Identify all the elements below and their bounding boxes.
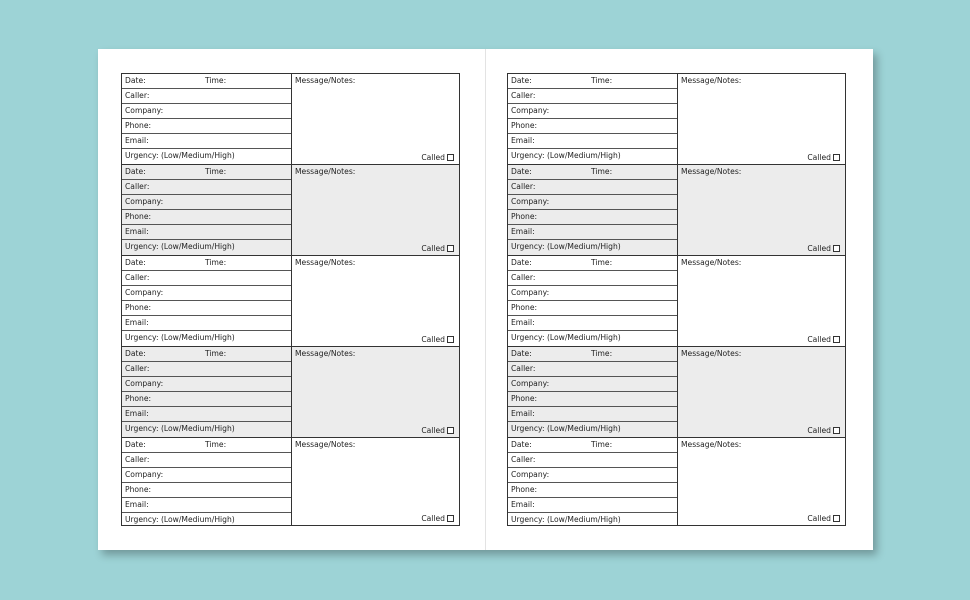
called-checkbox[interactable] — [447, 515, 454, 522]
called-checkbox-group — [421, 244, 454, 253]
company-label: Company: — [511, 379, 550, 389]
message-entry — [122, 438, 459, 525]
notes-label: Message/Notes: — [681, 440, 742, 449]
phone-row — [508, 483, 677, 498]
email-label: Email: — [125, 136, 149, 146]
date-label: Date: — [125, 76, 146, 85]
company-row — [122, 377, 291, 392]
date-label: Date: — [125, 258, 146, 267]
date-row — [508, 347, 677, 362]
company-label: Company: — [125, 197, 164, 207]
date-label: Date: — [125, 349, 146, 358]
called-checkbox-group — [807, 244, 840, 253]
phone-label: Phone: — [511, 394, 538, 404]
urgency-label: Urgency: (Low/Medium/High) — [511, 151, 621, 161]
notes-label: Message/Notes: — [295, 76, 356, 85]
notes-label: Message/Notes: — [295, 440, 356, 449]
notes-area — [292, 347, 459, 437]
called-label: Called — [421, 153, 445, 162]
called-checkbox-group — [421, 335, 454, 344]
email-row — [508, 316, 677, 331]
date-row — [122, 256, 291, 271]
notes-label: Message/Notes: — [681, 258, 742, 267]
message-entry — [122, 347, 459, 438]
date-row — [122, 74, 291, 89]
called-checkbox-group — [807, 514, 840, 523]
phone-label: Phone: — [511, 121, 538, 131]
notes-area — [678, 165, 845, 255]
time-label: Time: — [591, 440, 613, 449]
entry-info-column — [508, 438, 678, 525]
entry-info-column — [122, 165, 292, 255]
caller-row — [508, 271, 677, 286]
company-label: Company: — [511, 197, 550, 207]
entry-info-column — [508, 256, 678, 346]
right-page-log — [507, 73, 846, 526]
phone-label: Phone: — [125, 394, 152, 404]
notes-area — [292, 74, 459, 164]
time-label: Time: — [591, 167, 613, 176]
email-row — [122, 134, 291, 149]
caller-label: Caller: — [125, 273, 150, 283]
email-label: Email: — [125, 409, 149, 419]
date-row — [508, 165, 677, 180]
company-label: Company: — [511, 106, 550, 116]
called-checkbox[interactable] — [447, 245, 454, 252]
called-checkbox-group — [421, 153, 454, 162]
email-row — [508, 498, 677, 513]
company-row — [122, 195, 291, 210]
called-checkbox[interactable] — [833, 515, 840, 522]
caller-row — [122, 453, 291, 468]
caller-label: Caller: — [125, 364, 150, 374]
caller-row — [122, 271, 291, 286]
email-label: Email: — [511, 409, 535, 419]
urgency-label: Urgency: (Low/Medium/High) — [511, 242, 621, 252]
urgency-row — [508, 149, 677, 164]
caller-row — [508, 89, 677, 104]
caller-label: Caller: — [511, 455, 536, 465]
company-label: Company: — [125, 288, 164, 298]
entry-info-column — [122, 347, 292, 437]
left-page-log — [121, 73, 460, 526]
caller-label: Caller: — [511, 91, 536, 101]
urgency-label: Urgency: (Low/Medium/High) — [511, 333, 621, 343]
urgency-row — [508, 331, 677, 346]
phone-row — [508, 301, 677, 316]
notes-area — [292, 438, 459, 525]
urgency-row — [122, 331, 291, 346]
notes-label: Message/Notes: — [295, 258, 356, 267]
called-checkbox-group — [421, 514, 454, 523]
email-row — [508, 134, 677, 149]
company-row — [508, 195, 677, 210]
phone-label: Phone: — [125, 212, 152, 222]
message-entry — [508, 256, 845, 347]
message-entry — [508, 347, 845, 438]
message-entry — [508, 74, 845, 165]
notes-area — [678, 74, 845, 164]
notes-label: Message/Notes: — [295, 349, 356, 358]
called-label: Called — [421, 244, 445, 253]
company-label: Company: — [125, 470, 164, 480]
email-row — [122, 225, 291, 240]
date-label: Date: — [125, 167, 146, 176]
company-label: Company: — [511, 470, 550, 480]
phone-row — [122, 119, 291, 134]
message-entry — [508, 438, 845, 525]
entry-info-column — [508, 165, 678, 255]
called-checkbox-group — [421, 426, 454, 435]
entry-info-column — [508, 347, 678, 437]
phone-row — [508, 392, 677, 407]
book-spine — [485, 49, 486, 550]
called-label: Called — [807, 426, 831, 435]
company-row — [508, 104, 677, 119]
phone-row — [122, 301, 291, 316]
notes-label: Message/Notes: — [681, 76, 742, 85]
time-label: Time: — [591, 258, 613, 267]
called-checkbox[interactable] — [447, 336, 454, 343]
urgency-label: Urgency: (Low/Medium/High) — [511, 515, 621, 525]
time-label: Time: — [205, 349, 227, 358]
time-label: Time: — [591, 349, 613, 358]
date-label: Date: — [125, 440, 146, 449]
called-checkbox[interactable] — [833, 245, 840, 252]
notes-area — [678, 256, 845, 346]
entry-info-column — [508, 74, 678, 164]
caller-label: Caller: — [125, 182, 150, 192]
urgency-row — [508, 513, 677, 528]
date-row — [122, 347, 291, 362]
date-row — [122, 165, 291, 180]
urgency-label: Urgency: (Low/Medium/High) — [125, 515, 235, 525]
email-label: Email: — [511, 318, 535, 328]
caller-row — [122, 180, 291, 195]
email-row — [122, 498, 291, 513]
notes-area — [292, 256, 459, 346]
phone-row — [122, 392, 291, 407]
phone-label: Phone: — [511, 485, 538, 495]
caller-label: Caller: — [125, 91, 150, 101]
company-row — [122, 286, 291, 301]
date-row — [508, 256, 677, 271]
caller-row — [122, 89, 291, 104]
called-label: Called — [807, 335, 831, 344]
notes-label: Message/Notes: — [295, 167, 356, 176]
email-row — [122, 316, 291, 331]
message-entry — [122, 256, 459, 347]
caller-row — [508, 362, 677, 377]
called-label: Called — [807, 153, 831, 162]
phone-label: Phone: — [511, 212, 538, 222]
called-label: Called — [421, 335, 445, 344]
caller-row — [122, 362, 291, 377]
phone-label: Phone: — [125, 121, 152, 131]
phone-row — [508, 119, 677, 134]
entry-info-column — [122, 74, 292, 164]
urgency-label: Urgency: (Low/Medium/High) — [125, 424, 235, 434]
urgency-row — [122, 149, 291, 164]
called-label: Called — [807, 514, 831, 523]
phone-row — [122, 210, 291, 225]
called-checkbox[interactable] — [447, 427, 454, 434]
phone-row — [508, 210, 677, 225]
urgency-label: Urgency: (Low/Medium/High) — [125, 242, 235, 252]
email-label: Email: — [125, 500, 149, 510]
called-label: Called — [421, 514, 445, 523]
caller-row — [508, 180, 677, 195]
email-row — [508, 407, 677, 422]
date-row — [508, 438, 677, 453]
urgency-label: Urgency: (Low/Medium/High) — [511, 424, 621, 434]
email-label: Email: — [125, 318, 149, 328]
caller-label: Caller: — [125, 455, 150, 465]
urgency-label: Urgency: (Low/Medium/High) — [125, 151, 235, 161]
message-entry — [122, 74, 459, 165]
date-label: Date: — [511, 167, 532, 176]
time-label: Time: — [205, 76, 227, 85]
company-label: Company: — [125, 379, 164, 389]
time-label: Time: — [205, 167, 227, 176]
date-label: Date: — [511, 349, 532, 358]
entry-info-column — [122, 256, 292, 346]
phone-label: Phone: — [125, 485, 152, 495]
company-label: Company: — [125, 106, 164, 116]
notes-area — [292, 165, 459, 255]
called-checkbox[interactable] — [447, 154, 454, 161]
time-label: Time: — [205, 258, 227, 267]
urgency-row — [508, 240, 677, 255]
called-checkbox-group — [807, 153, 840, 162]
company-row — [508, 377, 677, 392]
called-checkbox-group — [807, 335, 840, 344]
company-row — [508, 468, 677, 483]
phone-label: Phone: — [511, 303, 538, 313]
email-label: Email: — [511, 500, 535, 510]
email-row — [508, 225, 677, 240]
time-label: Time: — [591, 76, 613, 85]
message-entry — [508, 165, 845, 256]
date-row — [122, 438, 291, 453]
urgency-row — [122, 513, 291, 528]
company-row — [508, 286, 677, 301]
message-entry — [122, 165, 459, 256]
company-row — [122, 468, 291, 483]
phone-label: Phone: — [125, 303, 152, 313]
open-notebook — [98, 49, 873, 550]
urgency-row — [122, 422, 291, 437]
called-checkbox[interactable] — [833, 427, 840, 434]
phone-row — [122, 483, 291, 498]
email-row — [122, 407, 291, 422]
company-row — [122, 104, 291, 119]
urgency-label: Urgency: (Low/Medium/High) — [125, 333, 235, 343]
email-label: Email: — [125, 227, 149, 237]
entry-info-column — [122, 438, 292, 525]
email-label: Email: — [511, 227, 535, 237]
urgency-row — [508, 422, 677, 437]
urgency-row — [122, 240, 291, 255]
date-label: Date: — [511, 258, 532, 267]
date-label: Date: — [511, 440, 532, 449]
time-label: Time: — [205, 440, 227, 449]
caller-row — [508, 453, 677, 468]
company-label: Company: — [511, 288, 550, 298]
called-checkbox[interactable] — [833, 336, 840, 343]
notes-area — [678, 347, 845, 437]
notes-label: Message/Notes: — [681, 167, 742, 176]
called-label: Called — [807, 244, 831, 253]
date-label: Date: — [511, 76, 532, 85]
caller-label: Caller: — [511, 364, 536, 374]
caller-label: Caller: — [511, 182, 536, 192]
date-row — [508, 74, 677, 89]
called-checkbox-group — [807, 426, 840, 435]
called-checkbox[interactable] — [833, 154, 840, 161]
notes-label: Message/Notes: — [681, 349, 742, 358]
called-label: Called — [421, 426, 445, 435]
caller-label: Caller: — [511, 273, 536, 283]
email-label: Email: — [511, 136, 535, 146]
notes-area — [678, 438, 845, 525]
